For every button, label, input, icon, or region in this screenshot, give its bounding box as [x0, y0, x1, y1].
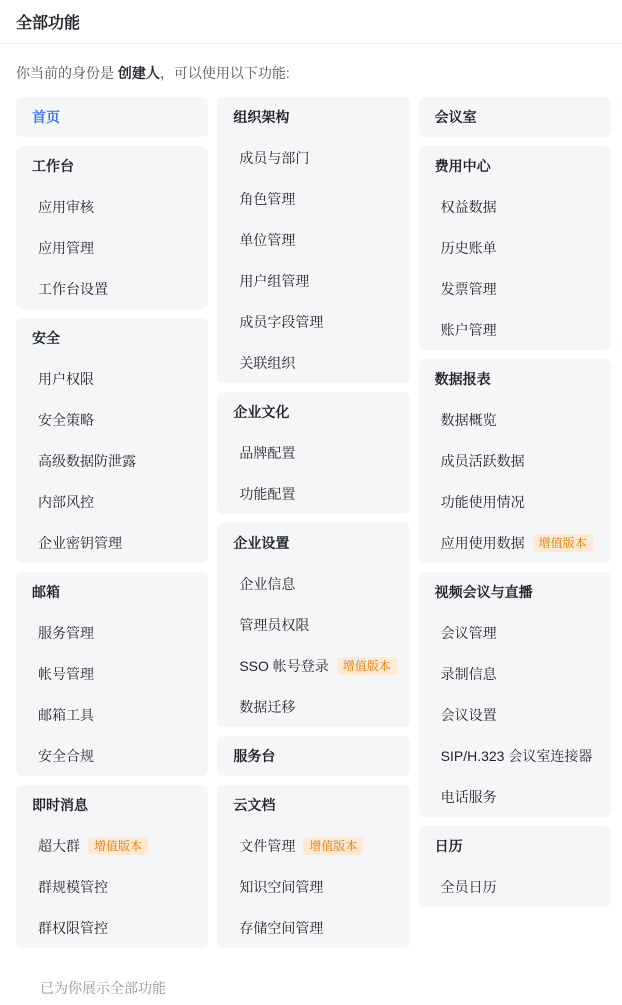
item-label: 内部风控 — [38, 494, 94, 510]
item-instant-messaging-1[interactable] — [32, 835, 194, 857]
item-cost-center-1[interactable] — [435, 196, 597, 218]
item-label: 会议管理 — [440, 625, 497, 641]
card-title-instant-messaging: 即时消息 — [32, 797, 88, 813]
identity-note-prefix: 你当前的身份是 — [16, 65, 118, 81]
item-cloud-docs-2[interactable] — [233, 876, 395, 898]
item-instant-messaging-3[interactable] — [32, 917, 194, 939]
card-title-video-meetings: 视频会议与直播 — [434, 584, 533, 600]
card-title-data-reports: 数据报表 — [434, 371, 491, 387]
item-security-1[interactable] — [32, 368, 194, 390]
card-title-enterprise-settings: 企业设置 — [233, 535, 290, 551]
item-security-5[interactable] — [32, 532, 194, 554]
card-title-security: 安全 — [32, 330, 60, 346]
item-label: 高级数据防泄露 — [38, 453, 136, 469]
card-title-meeting-rooms[interactable]: 会议室 — [434, 109, 477, 125]
item-label: 单位管理 — [239, 232, 296, 248]
page-header — [0, 0, 622, 44]
item-data-reports-4[interactable] — [435, 532, 597, 554]
item-org-structure-1[interactable] — [233, 147, 395, 169]
item-workbench-3[interactable] — [32, 278, 194, 300]
card-cloud-docs — [217, 785, 409, 948]
item-label: 企业密钥管理 — [38, 535, 122, 551]
identity-role: 创建人 — [117, 65, 160, 81]
item-label: 历史账单 — [440, 240, 497, 256]
item-label: 功能使用情况 — [440, 494, 525, 510]
card-title-workbench: 工作台 — [32, 158, 74, 174]
item-video-meetings-2[interactable] — [435, 663, 597, 685]
features-grid — [0, 97, 622, 948]
card-title-cost-center: 费用中心 — [434, 158, 491, 174]
item-enterprise-settings-1[interactable] — [233, 573, 395, 595]
item-data-reports-3[interactable] — [435, 491, 597, 513]
identity-note-suffix: ，可以使用以下功能: — [159, 65, 290, 81]
features-column-3 — [419, 97, 611, 907]
item-mailbox-4[interactable] — [32, 745, 194, 767]
card-enterprise-settings — [217, 523, 409, 727]
item-video-meetings-1[interactable] — [435, 622, 597, 644]
item-label: 工作台设置 — [38, 281, 108, 297]
item-security-4[interactable] — [32, 491, 194, 513]
value-added-badge: 增值版本 — [303, 837, 363, 855]
card-instant-messaging — [16, 785, 208, 948]
item-label: 全员日历 — [440, 879, 497, 895]
item-label: 发票管理 — [440, 281, 497, 297]
item-cost-center-3[interactable] — [435, 278, 597, 300]
item-mailbox-3[interactable] — [32, 704, 194, 726]
card-title-home[interactable]: 首页 — [32, 109, 60, 125]
features-column-1 — [16, 97, 208, 948]
item-label: 品牌配置 — [239, 445, 296, 461]
item-label: 用户组管理 — [239, 273, 310, 289]
card-helpdesk — [217, 736, 409, 776]
value-added-badge: 增值版本 — [533, 534, 593, 552]
item-label: 权益数据 — [440, 199, 497, 215]
card-title-helpdesk[interactable]: 服务台 — [233, 748, 276, 764]
item-label: 帐号管理 — [38, 666, 94, 682]
page-title: 全部功能 — [16, 15, 81, 32]
item-org-structure-6[interactable] — [233, 352, 395, 374]
item-label: 文件管理 — [239, 838, 296, 854]
item-video-meetings-3[interactable] — [435, 704, 597, 726]
all-features-shown-note: 已为你展示全部功能 — [40, 980, 166, 996]
card-org-structure — [217, 97, 409, 383]
item-label: 超大群 — [38, 838, 80, 854]
card-home — [16, 97, 208, 137]
card-title-cloud-docs: 云文档 — [233, 797, 276, 813]
card-title-corporate-culture: 企业文化 — [233, 404, 290, 420]
item-cloud-docs-3[interactable] — [233, 917, 395, 939]
card-title-org-structure: 组织架构 — [233, 109, 290, 125]
item-calendar-1[interactable] — [435, 876, 597, 898]
item-label: 群规模管控 — [38, 879, 108, 895]
card-mailbox — [16, 572, 208, 776]
item-label: 录制信息 — [440, 666, 497, 682]
item-label: 用户权限 — [38, 371, 94, 387]
card-cost-center — [419, 146, 611, 350]
item-video-meetings-4[interactable] — [435, 745, 597, 767]
item-workbench-2[interactable] — [32, 237, 194, 259]
item-label: 电话服务 — [440, 789, 497, 805]
item-label: 服务管理 — [38, 625, 94, 641]
item-label: 成员活跃数据 — [440, 453, 525, 469]
item-corporate-culture-1[interactable] — [233, 442, 395, 464]
item-data-reports-1[interactable] — [435, 409, 597, 431]
item-label: 安全策略 — [38, 412, 94, 428]
item-enterprise-settings-3[interactable] — [233, 655, 395, 677]
item-enterprise-settings-4[interactable] — [233, 696, 395, 718]
card-title-calendar: 日历 — [434, 838, 463, 854]
card-security — [16, 318, 208, 563]
item-label: 应用使用数据 — [440, 535, 525, 551]
item-org-structure-3[interactable] — [233, 229, 395, 251]
item-security-2[interactable] — [32, 409, 194, 431]
item-label: 关联组织 — [239, 355, 296, 371]
card-workbench — [16, 146, 208, 309]
card-calendar — [419, 826, 611, 907]
item-org-structure-2[interactable] — [233, 188, 395, 210]
item-instant-messaging-2[interactable] — [32, 876, 194, 898]
item-cloud-docs-1[interactable] — [233, 835, 395, 857]
item-mailbox-1[interactable] — [32, 622, 194, 644]
card-title-mailbox: 邮箱 — [32, 584, 60, 600]
item-cost-center-4[interactable] — [435, 319, 597, 341]
item-label: 角色管理 — [239, 191, 296, 207]
value-added-badge: 增值版本 — [88, 837, 148, 855]
item-label: 账户管理 — [440, 322, 497, 338]
item-enterprise-settings-2[interactable] — [233, 614, 395, 636]
item-org-structure-5[interactable] — [233, 311, 395, 333]
value-added-badge: 增值版本 — [337, 657, 397, 675]
item-label: 知识空间管理 — [239, 879, 324, 895]
item-mailbox-2[interactable] — [32, 663, 194, 685]
item-data-reports-2[interactable] — [435, 450, 597, 472]
item-label: 安全合规 — [38, 748, 94, 764]
item-security-3[interactable] — [32, 450, 194, 472]
item-workbench-1[interactable] — [32, 196, 194, 218]
item-label: 企业信息 — [239, 576, 296, 592]
item-label: 数据迁移 — [239, 699, 296, 715]
item-label: 会议设置 — [440, 707, 497, 723]
item-label: 群权限管控 — [38, 920, 108, 936]
item-label: 应用审核 — [38, 199, 94, 215]
item-label: SSO 帐号登录 — [239, 658, 329, 674]
item-cost-center-2[interactable] — [435, 237, 597, 259]
identity-note — [16, 63, 606, 83]
features-column-2 — [217, 97, 409, 948]
card-video-meetings — [419, 572, 611, 817]
item-label: 邮箱工具 — [38, 707, 94, 723]
item-corporate-culture-2[interactable] — [233, 483, 395, 505]
card-meeting-rooms — [419, 97, 611, 137]
item-label: 存储空间管理 — [239, 920, 324, 936]
item-label: 成员与部门 — [239, 150, 310, 166]
card-corporate-culture — [217, 392, 409, 514]
item-label: 管理员权限 — [239, 617, 310, 633]
item-video-meetings-5[interactable] — [435, 786, 597, 808]
item-label: SIP/H.323 会议室连接器 — [440, 748, 593, 764]
item-label: 应用管理 — [38, 240, 94, 256]
card-data-reports — [419, 359, 611, 563]
item-label: 数据概览 — [440, 412, 497, 428]
item-org-structure-4[interactable] — [233, 270, 395, 292]
item-label: 功能配置 — [239, 486, 296, 502]
item-label: 成员字段管理 — [239, 314, 324, 330]
